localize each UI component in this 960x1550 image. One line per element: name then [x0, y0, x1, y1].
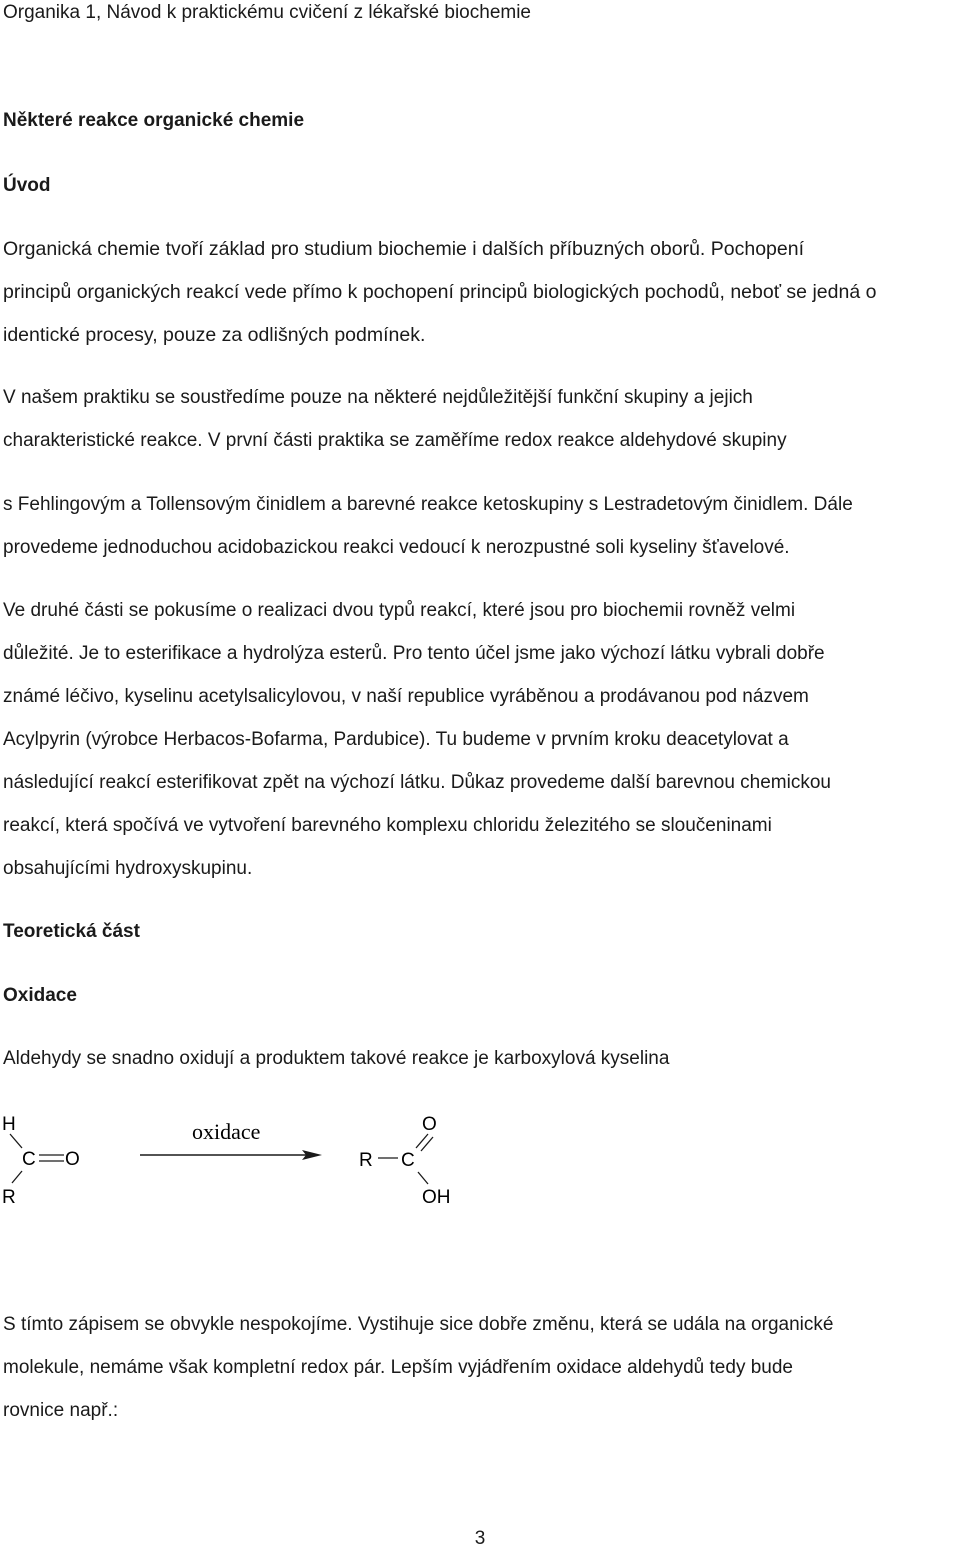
paragraph-line: charakteristické reakce. V první části praktika se zaměříme redox reakce aldehydové skupiny [3, 430, 787, 451]
document-title: Některé reakce organické chemie [3, 110, 305, 131]
oxidation-intro: Aldehydy se snadno oxidují a produktem takové reakce je karboxylová kyselina [3, 1048, 670, 1069]
section-heading-theory: Teoretická část [3, 921, 140, 942]
paragraph-line: s Fehlingovým a Tollensovým činidlem a barevné reakce ketoskupiny s Lestradetovým činidlem. Dále [3, 494, 853, 515]
paragraph-line: známé léčivo, kyselinu acetylsalicylovou, v naší republice vyráběnou a prodávanou pod názvem [3, 686, 809, 707]
reaction-scheme [0, 1100, 960, 1220]
reactant-bond-c-r [12, 1171, 22, 1183]
paragraph-line: obsahujícími hydroxyskupinu. [3, 858, 253, 879]
paragraph-line: provedeme jednoduchou acidobazickou reakci vedoucí k nerozpustné soli kyseliny šťavelové. [3, 537, 790, 558]
product-bond-c-oh [418, 1172, 428, 1184]
reactant-r-group: R [2, 1187, 16, 1208]
arrow-label: oxidace [192, 1119, 261, 1144]
intro-line: principů organických reakcí vede přímo k pochopení principů biologických pochodů, neboť se jedná o [3, 281, 877, 303]
paragraph-line: S tímto zápisem se obvykle nespokojíme. Vystihuje sice dobře změnu, která se udála na organické [3, 1314, 834, 1335]
paragraph-line: důležité. Je to esterifikace a hydrolýza esterů. Pro tento účel jsme jako výchozí látku vybrali dobře [3, 643, 825, 664]
reactant-c-atom: C [22, 1149, 36, 1170]
product-c-atom: C [401, 1150, 415, 1171]
paragraph-line: molekule, nemáme však kompletní redox pár. Lepším vyjádřením oxidace aldehydů tedy bude [3, 1357, 793, 1378]
reactant-o-atom: O [65, 1149, 80, 1170]
paragraph-line: rovnice např.: [3, 1400, 119, 1421]
intro-line: Organická chemie tvoří základ pro studium biochemie i dalších příbuzných oborů. Pochopení [3, 238, 805, 260]
paragraph-line: Ve druhé části se pokusíme o realizaci dvou typů reakcí, které jsou pro biochemii rovněž velmi [3, 600, 796, 621]
section-heading-oxidation: Oxidace [3, 985, 77, 1006]
paragraph-line: následující reakcí esterifikovat zpět na výchozí látku. Důkaz provedeme další barevnou chemickou [3, 772, 831, 793]
paragraph-line: reakcí, která spočívá ve vytvoření barevného komplexu chloridu železitého se sloučeninami [3, 815, 772, 836]
intro-line: identické procesy, pouze za odlišných podmínek. [3, 324, 426, 346]
product-o-atom: O [422, 1114, 437, 1135]
reactant-h-atom: H [2, 1114, 16, 1135]
product-oh-group: OH [422, 1187, 451, 1208]
page-number: 3 [474, 1528, 486, 1549]
page-header: Organika 1, Návod k praktickému cvičení z lékařské biochemie [3, 2, 532, 23]
product-r-group: R [359, 1150, 373, 1171]
reactant-bond-h-c [10, 1134, 22, 1148]
section-heading-intro: Úvod [3, 175, 51, 196]
paragraph-line: V našem praktiku se soustředíme pouze na některé nejdůležitější funkční skupiny a jejich [3, 387, 753, 408]
paragraph-line: Acylpyrin (výrobce Herbacos-Bofarma, Pardubice). Tu budeme v prvním kroku deacetylovat a [3, 729, 789, 750]
